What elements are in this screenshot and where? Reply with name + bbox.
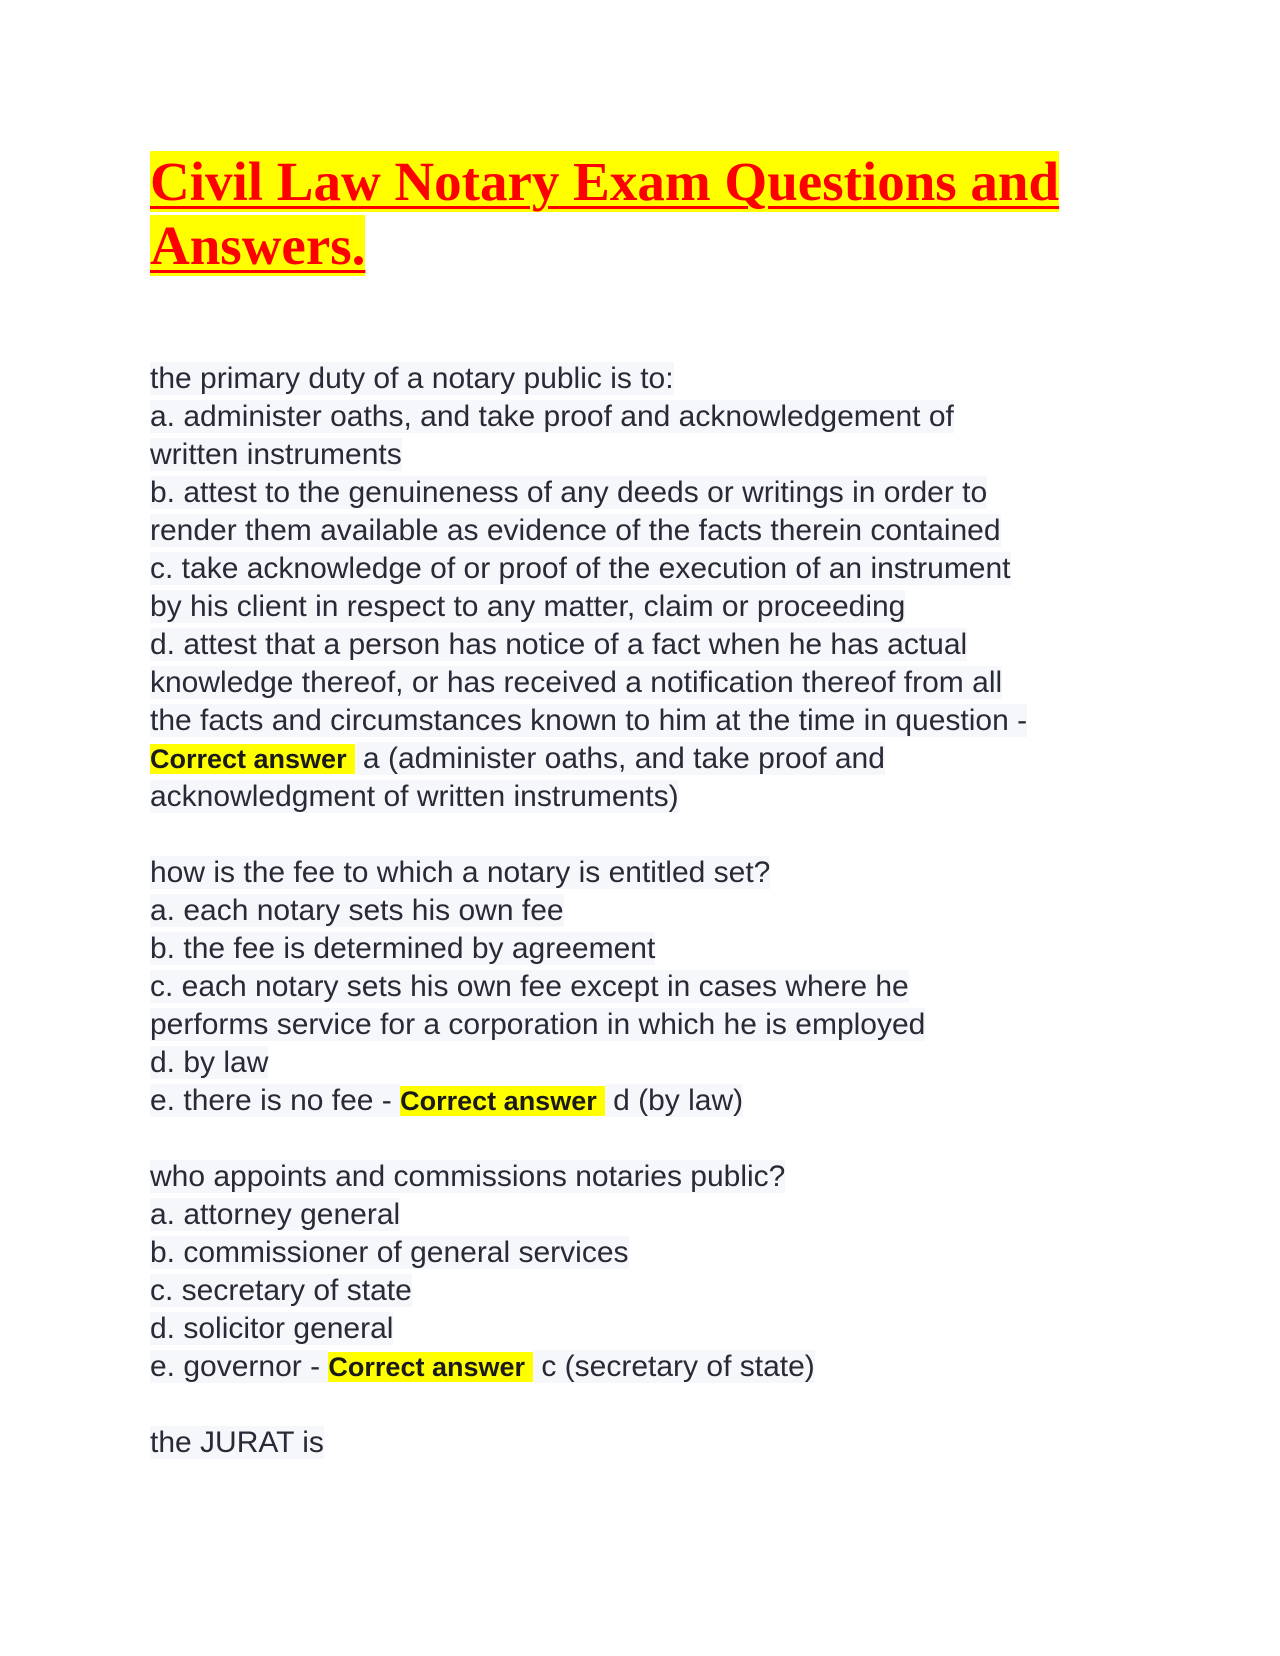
answer-text: d (by law) [604,1084,744,1117]
option-line: e. there is no fee - [150,1084,401,1117]
option-line: b. attest to the genuineness of any deeds or writings in order to [150,476,988,509]
option-line: a. attorney general [150,1198,401,1231]
question-block-2 [150,854,1150,1120]
option-line: the facts and circumstances known to him at the time in question - [150,704,1028,737]
question-text: how is the fee to which a notary is entitled set? [150,856,771,889]
option-line: b. commissioner of general services [150,1236,629,1269]
question-text: the primary duty of a notary public is to: [150,362,674,395]
qa-content [150,360,1150,1462]
option-line: written instruments [150,438,402,471]
option-line: d. attest that a person has notice of a fact when he has actual [150,628,968,661]
option-line: d. solicitor general [150,1312,394,1345]
document-page [150,150,1150,1500]
question-text: who appoints and commissions notaries public? [150,1160,786,1193]
option-line: render them available as evidence of the facts therein contained [150,514,1001,547]
correct-answer-label: Correct answer [328,1352,533,1382]
option-line: by his client in respect to any matter, claim or proceeding [150,590,906,623]
answer-text: c (secretary of state) [533,1350,815,1383]
document-title [150,150,1150,278]
option-line: c. take acknowledge of or proof of the execution of an instrument [150,552,1011,585]
option-line: c. each notary sets his own fee except in cases where he [150,970,909,1003]
title-line-1: Civil Law Notary Exam Questions and [150,151,1060,212]
option-line: d. by law [150,1046,269,1079]
option-line: knowledge thereof, or has received a notification thereof from all [150,666,1003,699]
question-text: the JURAT is [150,1426,324,1459]
correct-answer-label: Correct answer [150,744,355,774]
question-block-3 [150,1158,1150,1386]
answer-text-continued: acknowledgment of written instruments) [150,780,679,813]
option-line: a. administer oaths, and take proof and acknowledgement of [150,400,954,433]
answer-text: a (administer oaths, and take proof and [354,742,885,775]
title-line-2: Answers. [150,215,366,276]
question-block-4 [150,1424,1150,1462]
option-line: b. the fee is determined by agreement [150,932,656,965]
option-line: a. each notary sets his own fee [150,894,564,927]
question-block-1 [150,360,1150,816]
option-line: performs service for a corporation in which he is employed [150,1008,926,1041]
correct-answer-label: Correct answer [400,1086,605,1116]
option-line: c. secretary of state [150,1274,412,1307]
option-line: e. governor - [150,1350,329,1383]
